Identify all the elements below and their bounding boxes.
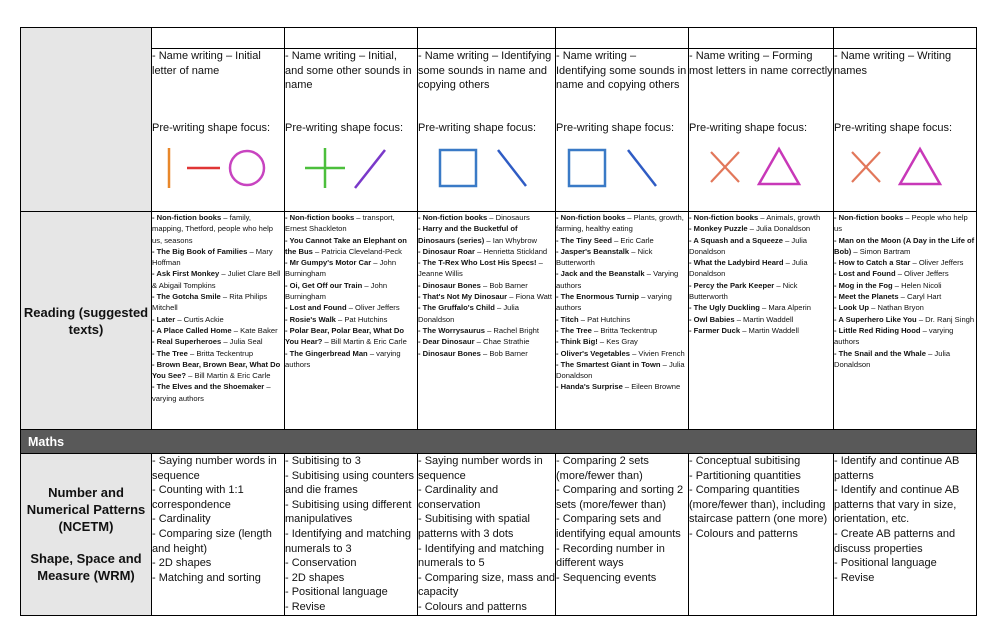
triangle-shape [759,149,799,184]
book-author: – Chae Strathie [474,337,530,347]
book-title: - Oliver's Vegetables [556,348,630,358]
maths-header-row [21,430,977,454]
book-item [689,314,833,325]
writing-text: - Name writing – Identifying some sounds in name and copying others [418,50,552,91]
book-author: – Julia Donaldson [834,348,951,369]
book-item [152,381,284,404]
maths-cell [689,454,834,616]
book-author: – Julia Donaldson [556,359,685,381]
circle-shape [230,151,264,185]
writing-text: - Name writing – Forming most letters in name correctly [689,50,833,77]
book-author: – Mara Alperin [759,303,811,313]
maths-item: - Comparing quantities (more/fewer than), including staircase pattern (one more) [689,484,828,526]
book-title: - Non-fiction books [556,213,626,222]
book-title: - Dinosaur Bones [418,280,481,290]
square-shape [569,150,605,186]
maths-item: - Counting with 1:1 correspondence [152,484,244,511]
maths-item: - Comparing 2 sets (more/fewer than) [556,455,649,482]
book-item [556,246,688,269]
writing-cell [152,49,285,212]
reading-cell [689,212,834,430]
book-author: – Caryl Hart [898,292,942,302]
book-author: – Dinosaurs [487,213,530,222]
book-item [152,246,284,269]
maths-item: - Subitising using counters and die frames [285,469,415,497]
book-author: – Oliver Jeffers [346,303,400,313]
book-author: – Nathan Bryon [869,303,924,313]
maths-item: - Saying number words in sequence [152,455,277,482]
book-title: - The Snail and the Whale [834,348,926,358]
shape-drawing [689,136,833,196]
header-row [21,28,977,49]
book-author: – Eric Carle [611,235,654,245]
book-item [834,257,976,268]
maths-cell [152,454,285,616]
book-author: – Bill Martin & Eric Carle [322,337,407,347]
book-author: – Fiona Watt [507,292,553,302]
writing-text: - Name writing – Writing names [834,50,952,77]
shape-drawing [556,136,688,196]
header-cell [152,28,285,49]
book-author: – Julia Donaldson [747,224,811,234]
book-author: – Animals, growth [758,213,821,222]
book-title: - The Tree [556,325,592,335]
book-item [556,268,688,291]
book-author: – varying authors [556,292,672,313]
shape-drawing [418,136,555,196]
book-author: – Juliet Clare Bell & Abigail Tompkins [152,269,281,290]
writing-text: - Name writing – Initial letter of name [152,50,261,77]
book-title: - Non-fiction books [152,213,222,222]
book-author: – People who help us [834,213,968,234]
maths-item: - Revise [285,600,326,613]
shape-drawing [834,136,976,196]
book-item [689,257,833,280]
maths-item: - Recording number in different ways [556,542,665,570]
book-author: – Kate Baker [231,325,278,335]
book-item [689,325,833,336]
shape-focus-label: Pre-writing shape focus: [285,122,403,134]
maths-item: - 2D shapes [285,571,345,584]
reading-cell [285,212,418,430]
maths-item: - Conservation [285,557,357,570]
book-item [152,348,284,359]
book-item [834,212,976,235]
book-author: – Rachel Bright [484,325,539,335]
book-item [834,235,976,258]
book-item [285,280,417,303]
book-item [556,336,688,347]
book-author: – Pat Hutchins [335,314,388,324]
book-item [556,348,688,359]
book-title: - The Enormous Turnip [556,292,639,302]
triangle-shape [900,149,940,184]
book-title: - Later [152,314,176,324]
book-title: - Lost and Found [834,269,896,279]
shape-focus-label: Pre-writing shape focus: [689,122,807,134]
book-author: – Kes Gray [597,337,638,347]
writing-cell [834,49,977,212]
book-title: - Non-fiction books [285,213,355,222]
diagonal-line-shape [355,150,385,188]
book-item [152,212,284,246]
book-author: – Julia Seal [221,337,263,347]
maths-item: - Create AB patterns and discuss properties [834,527,956,555]
book-title: - Brown Bear, Brown Bear, What Do You See? [152,359,281,381]
book-title: - Mr Gumpy's Motor Car [285,258,372,268]
book-title: - A Superhero Like You [834,314,917,324]
reading-cell [418,212,556,430]
book-item [834,302,976,313]
diagonal-line-shape [498,150,526,186]
book-author: – Nick Butterworth [556,246,653,268]
book-item [689,235,833,258]
book-item [834,291,976,302]
book-item [418,257,555,280]
book-item [556,291,688,314]
book-title: - Oi, Get Off our Train [285,280,363,290]
book-author: – varying authors [834,325,954,347]
square-shape [440,150,476,186]
header-cell [556,28,689,49]
maths-item: - Cardinality [152,513,211,526]
book-title: - Farmer Duck [689,325,741,335]
book-title: - Little Red Riding Hood [834,325,921,335]
book-item [556,314,688,325]
book-title: - Polar Bear, Polar Bear, What Do You Hear? [285,325,405,347]
book-author: – Ian Whybrow [484,235,538,245]
writing-text: - Name writing – Identifying some sounds in name and copying others [556,50,687,91]
maths-item: - Saying number words in sequence [418,455,543,482]
book-title: - A Squash and a Squeeze [689,235,783,245]
book-author: – Julia Donaldson [418,303,519,324]
book-item [285,302,417,313]
book-title: - Owl Babies [689,314,735,324]
book-title: - Harry and the Bucketful of Dinosaurs (series) [418,224,518,245]
maths-item: - Revise [834,571,875,584]
book-author: – Eileen Browne [622,382,681,392]
book-title: - The Ugly Duckling [689,303,760,313]
maths-cell [285,454,418,616]
book-title: - Lost and Found [285,303,347,313]
book-author: – Bob Barner [480,348,528,358]
writing-row [21,49,977,212]
book-author: – Rita Philips Mitchell [152,292,268,313]
maths-item: - Matching and sorting [152,571,261,584]
book-title: - The Gingerbread Man [285,348,368,358]
maths-item: - Colours and patterns [418,600,527,613]
book-item [418,336,555,347]
book-title: - Ask First Monkey [152,269,220,279]
book-author: – Pat Hutchins [578,314,631,324]
book-author: – Britta Teckentrup [187,348,254,358]
maths-item: - Subitising to 3 [285,455,361,467]
shape-focus-label: Pre-writing shape focus: [834,122,952,134]
book-author: – Simon Bartram [851,246,911,256]
book-item [556,325,688,336]
writing-cell [556,49,689,212]
shape-focus-label: Pre-writing shape focus: [556,122,674,134]
book-title: - Dear Dinosaur [418,337,475,347]
book-title: - Titch [556,314,579,324]
book-author: – varying authors [285,348,401,369]
book-item [418,348,555,359]
book-item [418,302,555,325]
book-item [418,280,555,291]
book-author: – Varying authors [556,269,679,290]
book-author: – Bill Martin & Eric Carle [186,371,271,381]
book-title: - Non-fiction books [418,213,488,222]
book-item [152,268,284,291]
book-author: – Oliver Jeffers [910,258,964,268]
reading-cell [556,212,689,430]
writing-cell [418,49,556,212]
book-item [285,257,417,280]
book-title: - The Smartest Giant in Town [556,359,661,369]
book-title: - Think Big! [556,337,598,347]
book-title: - Jack and the Beanstalk [556,269,645,279]
maths-item: - Subitising with spatial patterns with 3 dots [418,513,530,540]
book-author: – Oliver Jeffers [895,269,949,279]
book-author: – Martin Waddell [734,314,794,324]
maths-header: Maths [21,430,977,454]
book-item [834,268,976,279]
book-title: - Man on the Moon (A Day in the Life of Bob) [834,235,975,256]
book-item [418,246,555,257]
book-item [834,325,976,348]
book-item [285,325,417,348]
book-item [834,280,976,291]
header-cell [834,28,977,49]
book-author: – Julia Donaldson [689,258,808,279]
book-title: - Real Superheroes [152,337,222,347]
curriculum-table [20,27,977,616]
reading-cell [834,212,977,430]
book-title: - That's Not My Dinosaur [418,292,508,302]
maths-item: - Comparing sets and identifying equal amounts [556,513,681,540]
writing-text: - Name writing – Initial, and some other sounds in name [285,50,412,91]
header-cell [689,28,834,49]
book-author: – John Burningham [285,280,388,302]
diagonal-line-shape [628,150,656,186]
book-title: - The Big Book of Families [152,246,248,256]
book-author: – John Burningham [285,258,397,279]
book-item [689,223,833,234]
book-item [834,348,976,371]
maths-item: - Identifying and matching numerals to 3 [285,527,411,555]
book-title: - What the Ladybird Heard [689,258,784,268]
book-author: – Jeanne Willis [418,258,543,279]
book-item [152,359,284,382]
book-title: - The Elves and the Shoemaker [152,382,265,392]
book-item [152,291,284,314]
book-title: - How to Catch a Star [834,258,911,268]
book-title: - Monkey Puzzle [689,224,748,234]
book-item [418,212,555,223]
book-title: - The Tree [152,348,188,358]
maths-cell [418,454,556,616]
maths-item: - Positional language [285,586,388,599]
book-title: - The Gruffalo's Child [418,303,495,313]
maths-item: - Sequencing events [556,571,657,584]
book-item [285,235,417,258]
book-item [418,223,555,246]
writing-cell [689,49,834,212]
maths-item: - Conceptual subitising [689,455,801,467]
book-item [556,212,688,235]
maths-item: - Positional language [834,557,937,570]
book-author: – Dr. Ranj Singh [916,314,975,324]
book-title: - Mog in the Fog [834,280,893,290]
book-item [285,314,417,325]
header-cell [285,28,418,49]
book-title: - Percy the Park Keeper [689,280,775,290]
book-item [152,325,284,336]
book-author: – Plants, growth, farming, healthy eating [556,213,684,234]
book-item [834,314,976,325]
maths-item: - Identify and continue AB patterns [834,455,960,482]
shape-drawing [152,136,284,196]
maths-cell [556,454,689,616]
maths-item: - Subitising using different manipulatives [285,498,412,526]
book-author: – Bob Barner [480,280,528,290]
book-title: - The T-Rex Who Lost His Specs! [418,258,537,268]
book-item [556,381,688,392]
book-title: - The Worrysaurus [418,325,485,335]
book-item [556,359,688,382]
shape-label: Shape, Space and Measure (WRM) [30,551,142,584]
book-author: – Nick Butterworth [689,280,798,302]
book-author: – varying authors [152,382,271,403]
book-author: – Mary Hoffman [152,246,273,268]
maths-item: - Identify and continue AB patterns that vary in size, orientation, etc. [834,484,960,526]
book-author: – Britta Teckentrup [591,325,658,335]
book-author: – Curtis Ackie [175,314,224,324]
number-label: Number and Numerical Patterns (NCETM) [26,485,146,535]
maths-cell [834,454,977,616]
book-item [152,314,284,325]
book-author: – family, mapping, Thetford, people who help us, seasons [152,213,274,245]
shape-focus-label: Pre-writing shape focus: [418,122,536,134]
book-author: – Patricia Cleveland-Peck [312,246,402,256]
book-item [689,280,833,303]
book-author: – transport, Ernest Shackleton [285,213,395,234]
book-author: – Julia Donaldson [689,235,808,256]
reading-label: Reading (suggested texts) [21,212,152,430]
book-item [418,291,555,302]
maths-item: - Partitioning quantities [689,469,801,482]
writing-cell [285,49,418,212]
shape-drawing [285,136,417,196]
book-title: - The Tiny Seed [556,235,612,245]
header-cell [418,28,556,49]
book-title: - Jasper's Beanstalk [556,246,630,256]
maths-item: - Comparing size (length and height) [152,527,272,555]
book-title: - Dinosaur Bones [418,348,481,358]
book-title: - Non-fiction books [834,213,904,222]
book-item [689,212,833,223]
maths-item: - Cardinality and conservation [418,484,499,511]
book-author: – Martin Waddell [740,325,799,335]
book-title: - Handa's Surprise [556,382,623,392]
book-title: - A Place Called Home [152,325,232,335]
book-title: - The Gotcha Smile [152,292,221,302]
maths-item: - Comparing and sorting 2 sets (more/fewer than) [556,484,684,511]
maths-item: - Identifying and matching numerals to 5 [418,542,544,570]
book-author: – Helen Nicoli [892,280,942,290]
maths-row [21,454,977,616]
maths-label [21,454,152,616]
book-item [285,348,417,371]
book-title: - Meet the Planets [834,292,899,302]
book-item [152,336,284,347]
book-title: - Rosie's Walk [285,314,336,324]
reading-cell [152,212,285,430]
header-side-cell [21,28,152,212]
maths-item: - Colours and patterns [689,527,798,540]
book-item [689,302,833,313]
book-title: - Non-fiction books [689,213,759,222]
book-title: - Dinosaur Roar [418,246,475,256]
maths-item: - 2D shapes [152,557,212,570]
shape-focus-label: Pre-writing shape focus: [152,122,270,134]
book-author: – Henrietta Stickland [474,246,548,256]
book-item [556,235,688,246]
maths-item: - Comparing size, mass and capacity [418,571,555,599]
book-author: – Vivien French [629,348,685,358]
book-title: - Look Up [834,303,870,313]
book-item [418,325,555,336]
book-item [285,212,417,235]
reading-row [21,212,977,430]
book-title: - You Cannot Take an Elephant on the Bus [285,235,407,256]
